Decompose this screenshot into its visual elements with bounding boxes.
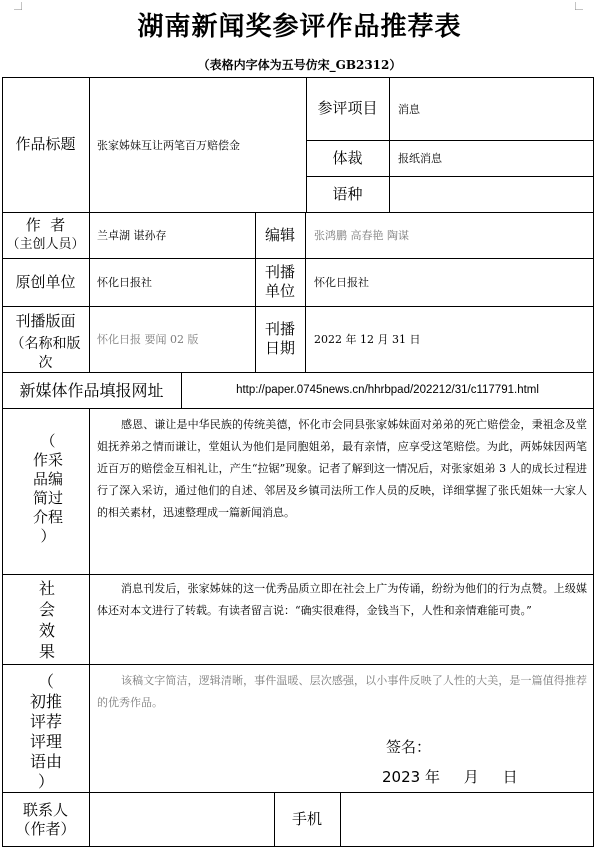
page-title: 湖南新闻奖参评作品推荐表 bbox=[137, 12, 462, 42]
url-label: 新媒体作品填报网址 bbox=[19, 380, 164, 400]
page-label-line1: 刊播版面 bbox=[15, 312, 76, 330]
date-value: 2022 年 12 月 31 日 bbox=[314, 333, 421, 346]
title-value: 张家姊妹互让两笔百万赔偿金 bbox=[97, 138, 240, 152]
url-value[interactable] bbox=[181, 372, 594, 408]
effect-label: 社 会 效 果 bbox=[38, 579, 55, 661]
page-label bbox=[2, 306, 89, 372]
publisher-label-line1: 刊播 bbox=[264, 263, 295, 281]
signature-label: 签名： bbox=[386, 738, 432, 756]
row-divider bbox=[2, 664, 594, 665]
contact-label-line1: 联系人 bbox=[22, 800, 68, 819]
contact-label-line2: （作者） bbox=[15, 819, 76, 838]
author-value: 兰卓湖 谌孙存 bbox=[97, 229, 167, 242]
review-text: 该稿文字简洁，逻辑清晰，事件温暖、层次感强，以小事件反映了人性的大美，是一篇值得推荐的优秀作品。 bbox=[97, 674, 587, 709]
author-label bbox=[2, 212, 89, 258]
contact-label bbox=[2, 792, 89, 847]
editor-value: 张鸿鹏 高春艳 陶谋 bbox=[314, 229, 409, 242]
url-link[interactable]: http://paper.0745news.cn/hhrbpad/202212/31/c117791.html bbox=[236, 384, 539, 396]
item-label: 参评项目 bbox=[317, 99, 378, 117]
unit-value: 怀化日报社 bbox=[97, 276, 152, 289]
row-divider bbox=[2, 574, 594, 575]
col-divider bbox=[89, 408, 90, 793]
genre-value: 报纸消息 bbox=[398, 152, 442, 165]
language-label: 语种 bbox=[332, 184, 363, 203]
phone-label: 手机 bbox=[291, 810, 322, 828]
publisher-value: 怀化日报社 bbox=[314, 276, 369, 289]
page-subtitle: （表格内字体为五号仿宋_GB2312） bbox=[197, 58, 402, 72]
date-label bbox=[255, 306, 305, 372]
publisher-label-line2: 单位 bbox=[264, 282, 295, 300]
page-value: 怀化日报 要闻 02 版 bbox=[97, 333, 199, 346]
publisher-label bbox=[255, 258, 305, 306]
editor-label: 编辑 bbox=[264, 225, 295, 244]
item-value: 消息 bbox=[398, 102, 420, 116]
author-label-main: 作 者 bbox=[25, 216, 66, 234]
row-divider bbox=[2, 408, 594, 409]
page-label-line2: （名称和版 bbox=[10, 336, 81, 352]
unit-label: 原创单位 bbox=[15, 272, 76, 291]
process-text: 感恩、谦让是中华民族的传统美德，怀化市会同县张家姊妹面对弟弟的死亡赔偿金，秉祖念及堂姐抚养弟之情而谦让，堂姐认为他们是同胞姐弟，最有亲情，应享受这笔赔偿。为此，两姊妹因两笔近百万的赔偿金互相礼让，产生“拉锯”现象。记者了解到这一情况后，对张家姐弟 3 人的成长过程进行了深入采访，通过他们的自述、邻居及乡镇司法所工作人员的反映，详细掌握了张氏姐妹一大家人的相关素材，迅速整理成一篇新闻消息。 bbox=[97, 418, 587, 519]
col-divider bbox=[305, 212, 306, 373]
author-label-sub: （主创人员） bbox=[6, 237, 85, 252]
col-divider bbox=[89, 77, 90, 373]
genre-label: 体裁 bbox=[332, 148, 363, 167]
date-label-line1: 刊播 bbox=[264, 320, 295, 338]
date-label-line2: 日期 bbox=[264, 339, 295, 357]
corner-mark-right bbox=[575, 2, 583, 10]
corner-mark-left bbox=[14, 2, 22, 10]
col-divider bbox=[389, 77, 390, 212]
phone-value[interactable] bbox=[341, 793, 593, 846]
title-label: 作品标题 bbox=[15, 135, 76, 153]
process-label: （ 作采 品编 简过 介程 ） bbox=[32, 432, 63, 545]
language-value[interactable] bbox=[398, 176, 588, 212]
review-label: （ 初推 评荐 评理 语由 ） bbox=[29, 672, 62, 791]
contact-value[interactable] bbox=[90, 793, 273, 846]
signature-date: 2023 年 月 日 bbox=[382, 768, 518, 786]
effect-text: 消息刊发后，张家姊妹的这一优秀品质立即在社会上广为传诵，纷纷为他们的行为点赞。上级媒体还对本文进行了转载。有读者留言说：“确实很难得，金钱当下，人性和亲情难能可贵。” bbox=[97, 582, 587, 617]
page-label-line3: 次 bbox=[38, 355, 53, 371]
